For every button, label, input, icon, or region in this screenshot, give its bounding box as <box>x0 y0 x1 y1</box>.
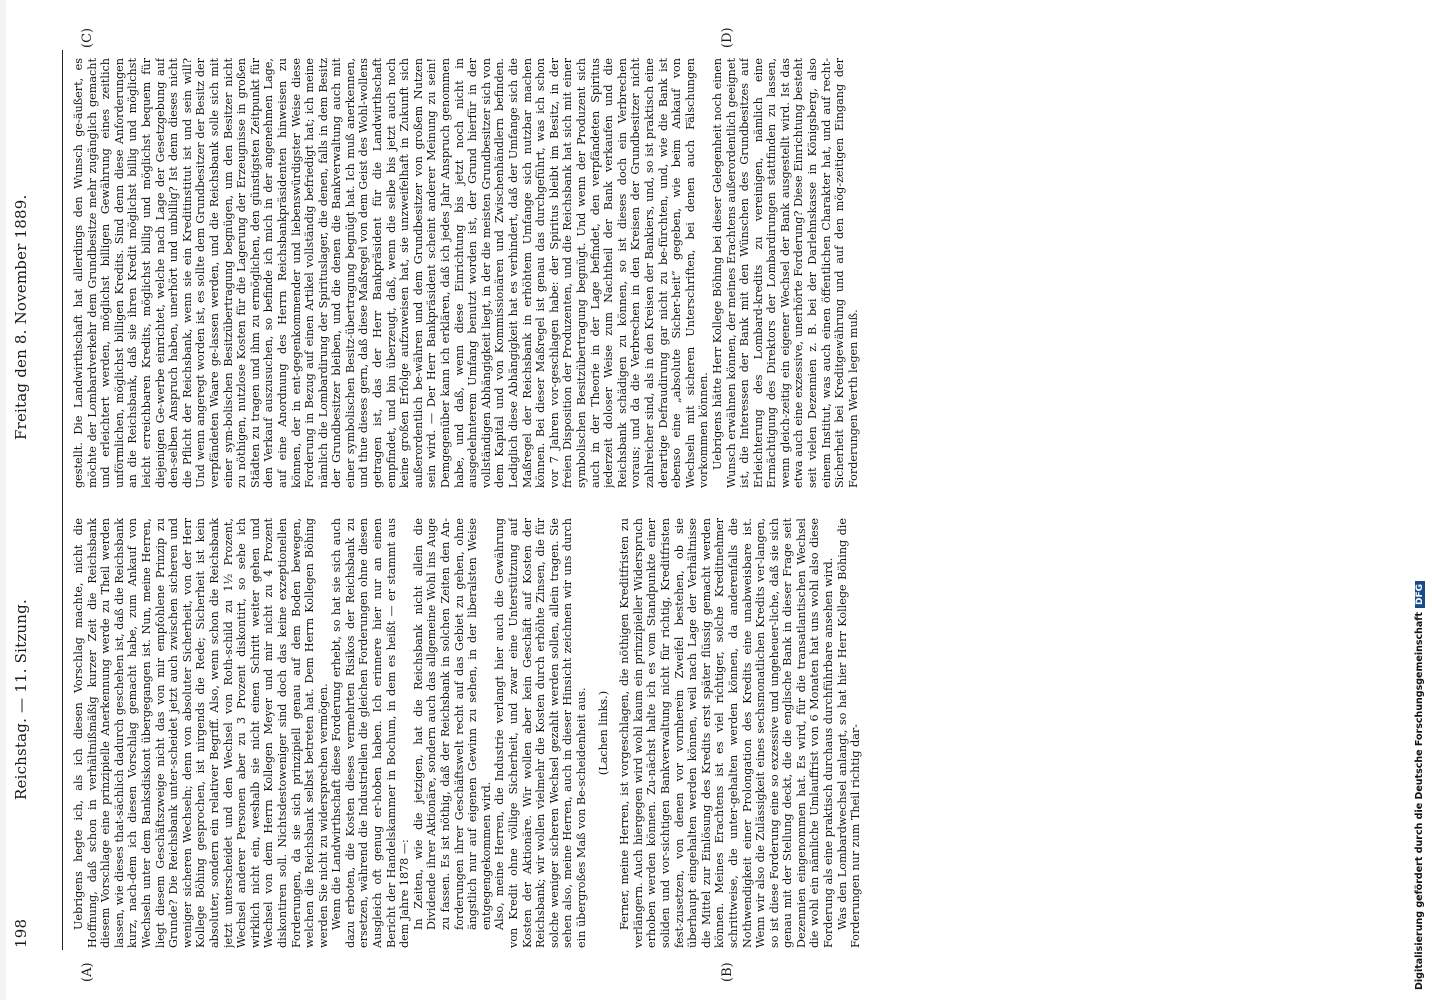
margin-marker-a: (A) <box>80 962 95 982</box>
paragraph: Uebrigens hegte ich, als ich diesen Vorschlag machte, nicht die Hoffnung, daß schon in verhältnißmäßig kurzer Zeit die Reichsbank diesem Vorschlage eine prinzipielle Anerkennung werde zu Theil werden lassen, wie dieses that-sächlich dadurch geschehen ist, daß die Reichsbank kurz, nach-dem ich diesen Vorschlag gemacht habe, zum Ankauf von Wechseln unter dem Banksdiskont übergegangen ist. Nun, meine Herren, liegt diesem Geschäftszweige nicht das von mir empfohlene Prinzip zu Grunde? Die Reichsbank unter-scheidet jetzt auch zwischen sicheren und weniger sicheren Wechseln; denn von absoluter Sicherheit, von der Herr Kollege Böhing gesprochen, ist nirgends die Rede; Sicherheit ist kein absoluter, sondern ein relativer Begriff. Also, wenn schon die Reichsbank jetzt unterscheidet und den Wechsel von Roth-schild zu 1½ Prozent, Wechsel anderer Personen aber zu 3 Prozent diskontirt, so sehe ich wirklich nicht ein, weshalb sie nicht einen Schritt weiter gehen und Wechsel von dem Herrn Kollegen Meyer und mir nicht zu 4 Prozent diskontiren soll. Nichtsdestoweniger sind doch das keine exzeptionellen Forderungen, da sie sich prinzipiell genau auf dem Boden bewegen, welchen die Reichsbank selbst betreten hat. Dem Herrn Kollegen Böhing werden Sie nicht zu widersprechen vermögen. <box>72 518 330 948</box>
credit-text: Digitalisierung gefördert durch die Deutsche Forschungsgemeinschaft <box>1414 612 1425 990</box>
header-rule <box>62 50 63 950</box>
session-title: Reichstag. — 11. Sitzung. <box>12 599 30 800</box>
quotation: In Zeiten, wie die jetzigen, hat die Reichsbank nicht allein die Dividende ihrer Aktionäre, sondern auch das allgemeine Wohl ins Auge zu fassen. Es ist nöthig, daß der Reichsbank in solchen Zeiten den An-forderungen ihrer Geschäftswelt recht auf das Gebiet zu gehen, ohne ängstlich nur auf eigenen Gewinn zu sehen, in der liberalsten Weise entgegengekommen wird. <box>411 518 493 930</box>
paragraph: Uebrigens hätte Herr Kollege Böhing bei dieser Gelegenheit noch einen Wunsch erwähnen können, der meines Erachtens außerordentlich geeignet ist, die Interessen der Bank mit den Wünschen des Grundbesitzes auf Erleichterung des Lombard-kredits zu vereinigen, nämlich eine Ermächtigung des Direktors der Lombardirungen stattfinden zu lassen, wenn gleich-zeitig ein eigener Wechsel der Bank ausgestellt wird. Ist das etwa auch eine exzessive, unerhörte Forderung? Diese Einrichtung besteht seit vielen Dezennien z. B. bei der Darlehnskasse in Königsberg, also einem Institut, was auch einen öffentlichen Charakter hat, und auf recht-Sicherheit bei Kreditgewährung und auf den mög-zeitigen Eingang der Forderungen Werth legen muß. <box>710 58 860 488</box>
margin-marker-c: (C) <box>80 27 95 48</box>
left-column <box>72 518 1372 948</box>
paragraph: Wenn die Landwirthschaft diese Forderung erhebt, so hat sie sich auch dazu erboten, die Kosten dieses vermehrten Risikos der Reichsbank zu ersetzen, während die Industriellen die gleichen Forderungen ohne diesen Ausgleich oft genug er-hoben haben. Ich erinnere hier nur an einen Bericht der Handelskammer in Bochum, in dem es heißt — er stammt aus dem Jahre 1878 —: <box>330 518 412 948</box>
page-header <box>0 0 60 1000</box>
session-date: Freitag den 8. November 1889. <box>12 194 30 440</box>
paragraph: Ferner, meine Herren, ist vorgeschlagen, die nöthigen Kreditfristen zu verlängern. Auch hiergegen wird wohl kaum ein prinzipieller Widerspruch erhoben werden können. Zu-nächst halte ich es vom Standpunkte einer soliden und vor-sichtigen Bankverwaltung nicht für richtig, Kreditfristen fest-zusetzen, von denen vor vornherein Zweifel bestehen, ob sie überhaupt eingehalten werden können, weil nach Lage der Verhältnisse die Mittel zur Einlösung des Kredits erst später flüssig gemacht werden können. Meines Erachtens ist es viel richtiger, solche Kreditnehmer schrittweise, die unter-gehalten werden können, da anderenfalls die Nothwendigkeit einer Prolongation des Kredits eine unabweisbare ist. Wenn wir also die Zulässigkeit eines sechsmonatlichen Kredits ver-langen, so ist diese Forderung eine so exzessive und ungeheuer-liche, daß sie sich genau mit der Stellung deckt, die die englische Bank in dieser Frage seit Dezennien eingenommen hat. Es wird, für die transatlantischen Wechsel die wohl ein nämliche Umlauffrist von 6 Monaten hat uns wohl also diese Forderung als eine praktisch durchaus durchführbare ansehen wird. <box>618 518 836 948</box>
margin-marker-b: (B) <box>720 962 735 982</box>
page-number: 198 <box>12 918 30 948</box>
right-column <box>72 58 1372 488</box>
margin-marker-d: (D) <box>720 27 735 48</box>
dfg-logo: DFG <box>1415 581 1425 608</box>
stage-direction: (Lachen links.) <box>596 690 610 776</box>
paragraph: Was den Lombardwechsel anlangt, so hat hier Herr Kollege Böhing die Forderungen nur zum Theil richtig dar- <box>835 518 863 948</box>
paragraph: gestellt. Die Landwirthschaft hat allerdings den Wunsch ge-äußert, es möchte der Lombardverkehr dem Grundbesitze mehr zugänglich gemacht und erleichtert werden, möglichst billigen Gewährung eines zeitlich unförmlichen, möglichst billigen Kredits. Sind denn diese Anforderungen an die Reichsbank, daß sie ihren Kredit möglichst billig und möglichst leicht erreichbaren Kredits, möglichst billig und möglichst bequem für diejenigen Ge-werbe einrichtet, welche nach Lage der Gesetzgebung auf den-selben Anspruch haben, unerhört und unbillig? Ist denn dieses nicht die Pflicht der Reichsbank, wenn sie ein Kreditinstitut ist und sein will? Und wenn angeregt worden ist, es sollte dem Grundbesitzer der Besitz der verpfändeten Waare ge-lassen werden, und die Reichsbank solle sich mit einer sym-bolischen Besitzübertragung begnügen, um den Besitzer nicht zu nöthigen, nutzlose Kosten für die Lagerung der Erzeugnisse in großen Städten zu tragen und ihm zu ermöglichen, den günstigsten Zeitpunkt für den Verkauf auszusuchen, so befinde ich mich in der angenehmen Lage, auf eine Anordnung des Herrn Reichsbankpräsidenten hinweisen zu können, der in ent-gegenkommender und liebenswürdigster Weise diese Forderung in Bezug auf einen Artikel vollständig befriedigt hat; ich meine nämlich die Lombardirung der Spirituslager, die denen, falls in dem Besitz der Grundbesitzer bleiben, und die denen die Bankverwaltung auch mit einer symbolischen Besitz-übertragung begnügt hat. Ich muß anerkennen, und thue dieses gern, daß diese Maßregel von dem Geist des Wohl-wollens getragen ist, das der Herr Bankpräsident für die Landwirthschaft empfindet, und bin überzeugt, daß, wenn die selbe bis jetzt auch noch keine großen Erfolge aufzuweisen hat, sie unzweifelhaft in Zukunft sich außerordentlich be-währen und dem Grundbesitzer von großem Nutzen sein wird. — Der Herr Bankpräsident scheint anderer Meinung zu sein! Demgegenüber kann ich erklären, daß ich jedes Jahr Anspruch genommen habe, und daß, wenn diese Einrichtung bis jetzt noch nicht in ausgedehnterem Umfang benutzt worden ist, der Grund hierfür in der vollständigen Abhängigkeit liegt, in der die meisten Grundbesitzer sich von dem Kapital und von Kommissionären und Zwischenhändlern befinden. Lediglich diese Abhängigkeit hat es verhindert, daß der Umfange sich die Maßregel der Reichsbank in erhöhtem Umfange sich nutzbar machen können. Bei dieser Maßregel ist genau das durchgeführt, was ich schon vor 7 Jahren vor-geschlagen habe: der Spiritus bleibt im Besitz, in der freien Disposition der Produzenten, und die Reichsbank hat sich mit einer symbolischen Besitzübertragung begnügt. Und wenn der Produzent sich auch in der Theorie in der Lage befindet, den verpfändeten Spiritus jederzeit doloser Weise zum Nachtheil der Bank verkaufen und die Reichsbank schädigen zu können, so ist dieses doch ein Verbrechen voraus; und da die Verbrechen in den Kreisen der Grundbesitzer nicht zahlreicher sind, als in den Kreisen der Bankiers, und, so ist praktisch eine derartige Defraudirung gar nicht zu be-fürchten, und, wie die Bank ist ebenso eine „absolute Sicher-heit“ gegeben, wie beim Ankauf von Wechseln mit sicheren Unterschriften, bei denen auch Fälschungen vorkommen können. <box>72 58 711 488</box>
paragraph: Also, meine Herren, die Industrie verlangt hier auch die Gewährung von Kredit ohne völlige Sicherheit, und zwar eine Unterstützung auf Kosten der Aktionäre. Wir wollen aber kein Geschäft auf Kosten der Reichsbank; wir wollen vielmehr die Kosten durch erhöhte Zinsen, die für solche weniger sicheren Wechsel gezahlt werden sollen, allein tragen. Sie sehen also, meine Herren, auch in dieser Hinsicht zeichnen wir uns durch ein übergroßes Maß von Be-scheidenheit aus. <box>493 518 588 948</box>
digitization-credit <box>1414 0 1425 990</box>
digitization-sidebar <box>1412 0 1432 1000</box>
